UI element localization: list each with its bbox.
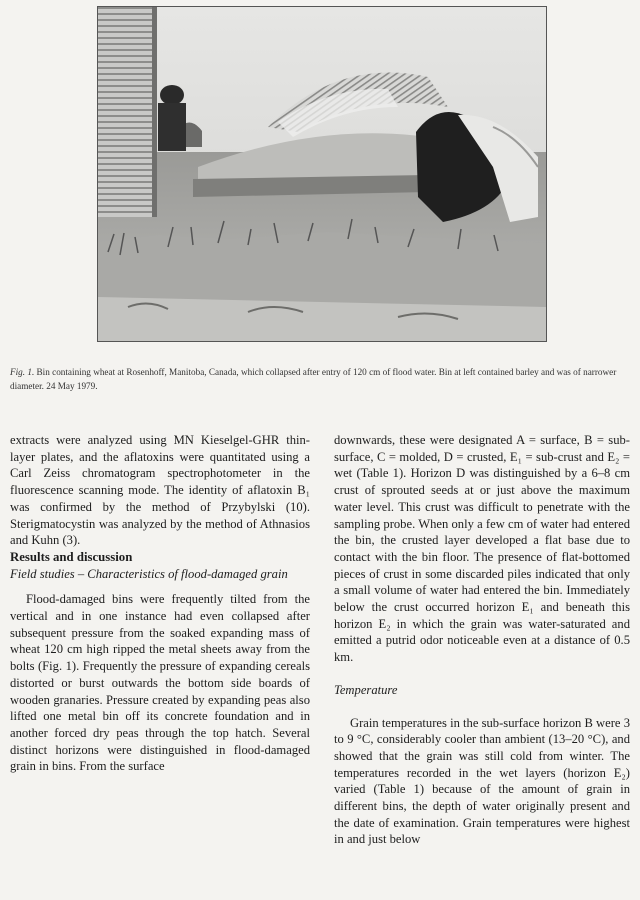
subsection-heading-temperature: Temperature — [334, 682, 398, 697]
paragraph-methods-end: extracts were analyzed using MN Kieselgel-GHR thin-layer plates, and the aflatoxins were quantitated using a Carl Zeiss chromatogram spectrophotometer in the fluorescence scanning mode. The identity of aflatoxin B₁ was confirmed by the method of Przybylski (10). Sterigmatocystin was analyzed by the method of Athnasios and Kuhn (3). — [10, 433, 310, 548]
section-heading-results: Results and discussion — [10, 549, 133, 564]
right-column — [334, 432, 630, 848]
figure-photo — [97, 6, 547, 342]
subsection-heading-field-studies: Field studies – Characteristics of flood-damaged grain — [10, 566, 288, 581]
collapsed-bin-photo — [98, 7, 546, 341]
paragraph-horizons: downwards, these were designated A = surface, B = sub-surface, C = molded, D = crusted, E₁ = sub-crust and E₂ = wet (Table 1). Horizon D was distinguished by a 6–8 cm crust of sprouted seeds at or just above the maximum water level. This crust was difficult to penetrate with the sampling probe. When only a few cm of water had entered the bin, the crusted layer developed a flat base due to contact with the bin floor. The presence of flat-bottomed pieces of crust in some discarded piles indicated that only a small volume of water had entered the bin. Immediately below the crust occurred horizon E₁ and beneath this horizon E₂ in which the grain was water-saturated and emitted a putrid odor noticeable even at a distance of 0.5 km. — [334, 433, 630, 665]
paragraph-flood-damaged-bins: Flood-damaged bins were frequently tilted from the vertical and in one instance had even collapsed after subsequent pressure from the soaked expanding mass of wheat 120 cm high ripped the metal sheets away from the bolts (Fig. 1). Frequently the pressure of expanding cereals distorted or burst outwards the bottom side boards of wooden granaries. Pressure created by expanding peas also lifted one metal bin off its concrete foundation and in another forced dry peas through the top hatch. Several distinct horizons were distinguished in flood-damaged grain in bins. From the surface — [10, 592, 310, 774]
left-column — [10, 432, 310, 775]
figure-label: Fig. 1. — [10, 367, 35, 377]
figure-caption — [10, 365, 630, 393]
figure-caption-text: Bin containing wheat at Rosenhoff, Manitoba, Canada, which collapsed after entry of 120 cm of flood water. Bin at left contained barley and was of narrower diameter. 24 May 1979. — [10, 367, 617, 391]
paragraph-temperature: Grain temperatures in the sub-surface horizon B were 3 to 9 °C, considerably cooler than ambient (13–20 °C), and showed that the grain was still cold from winter. The temperatures recorded in the wet layers (horizon E₂) varied (Table 1) because of the amount of grain in different bins, the depth of water originally present and the date of examination. Grain temperatures were highest in and just below — [334, 715, 630, 847]
